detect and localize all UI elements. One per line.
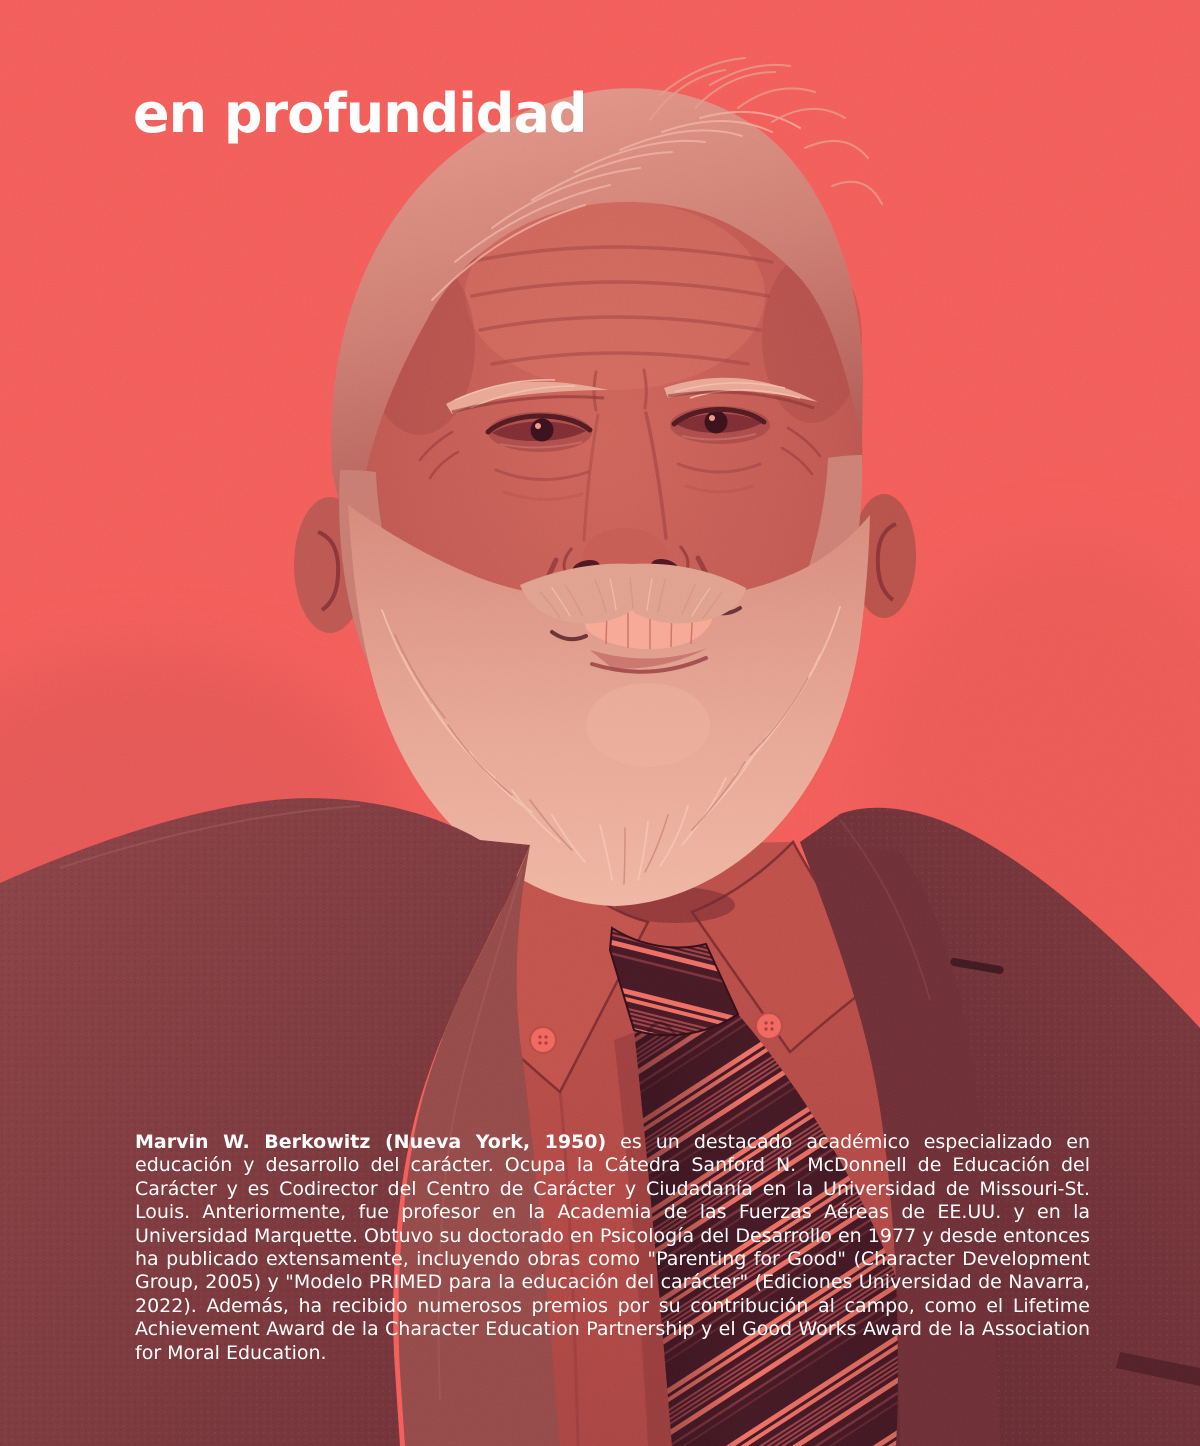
bio-name: Marvin W. Berkowitz (Nueva York, 1950)	[135, 1131, 607, 1153]
bio-body: es un destacado académico especializado en educación y desarrollo del carácter. Ocupa la Cátedra Sanford N. McDonnell de Educación del Carácter y es Codirector del Centro de Carácter y Ciudadanía en la Universidad de Missouri-St. Louis. Anteriormente, fue profesor en la Academia de las Fuerzas Aéreas de EE.UU. y en la Universidad Marquette. Obtuvo su doctorado en Psicología del Desarrollo en 1977 y desde entonces ha publicado extensamente, incluyendo obras como "Parenting for Good" (Character Development Group, 2005) y "Modelo PRIMED para la educación del carácter" (Ediciones Universidad de Navarra, 2022). Además, ha recibido numerosos premios por su contribución al campo, como el Lifetime Achievement Award de la Character Education Partnership y el Good Works Award de la Association for Moral Education.	[135, 1131, 1090, 1364]
section-title: en profundidad	[133, 82, 587, 145]
bio-text	[135, 1131, 1090, 1365]
